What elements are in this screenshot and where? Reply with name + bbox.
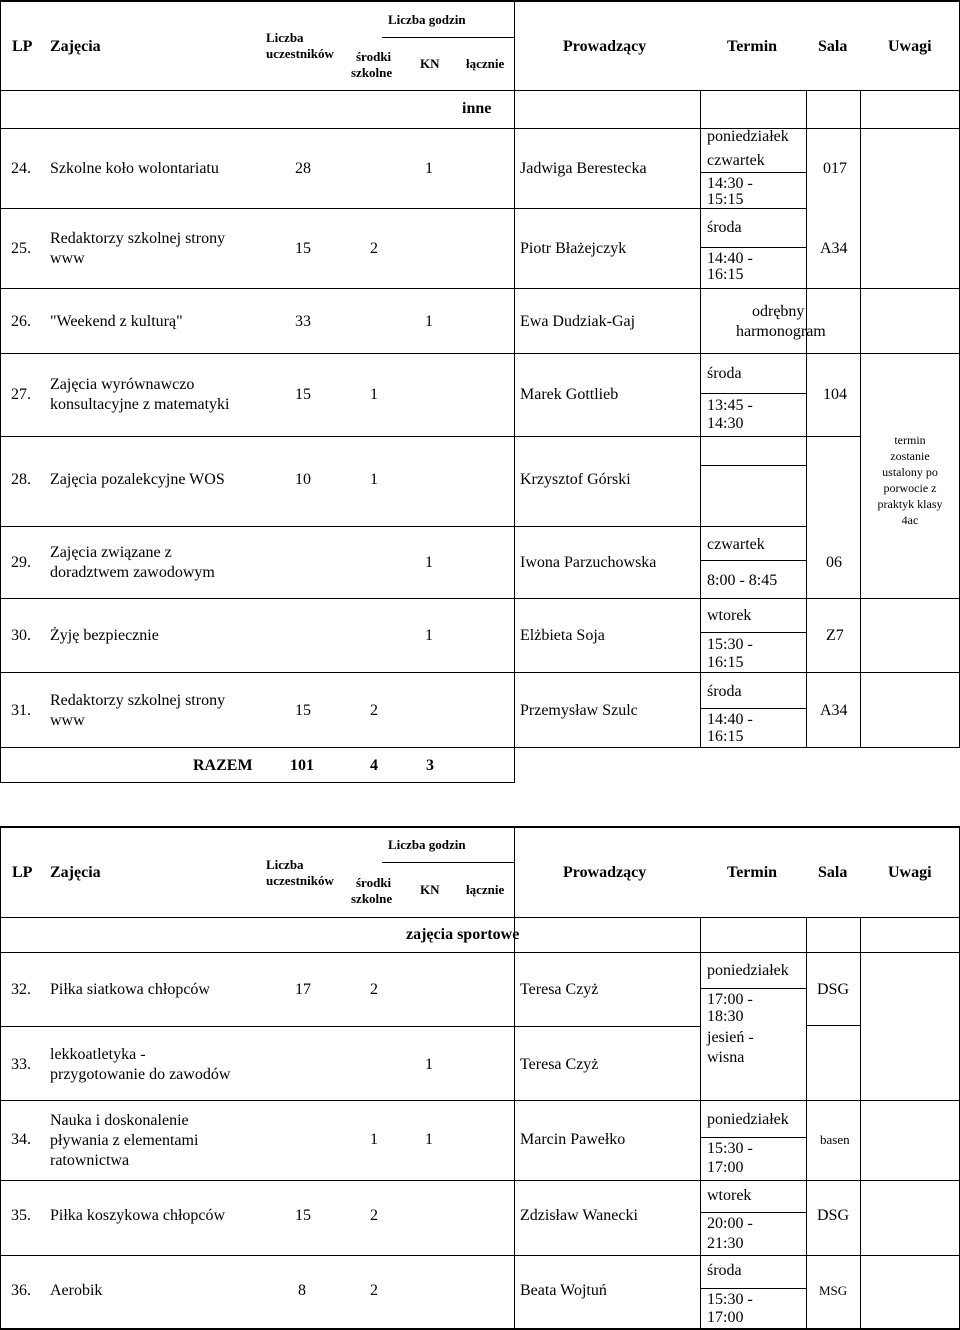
uwagi-line: zostanie bbox=[890, 449, 930, 463]
termin-czwartek: czwartek bbox=[707, 152, 765, 169]
row-35-name: Piłka koszykowa chłopców bbox=[50, 1207, 226, 1224]
header-zajecia: Zajęcia bbox=[50, 38, 101, 55]
termin-time-1b: 15:15 bbox=[707, 191, 744, 208]
row-26-kn: 1 bbox=[425, 313, 433, 330]
termin-sroda-3: środa bbox=[707, 683, 742, 700]
termin2-poniedzialek-2: poniedziałek bbox=[707, 1111, 789, 1128]
row-32-lp: 32. bbox=[11, 981, 31, 998]
termin-odrebny: odrębny bbox=[752, 303, 805, 320]
header-sala: Sala bbox=[818, 38, 848, 55]
row-31-prowadzacy: Przemysław Szulc bbox=[520, 702, 638, 719]
row-25-name: Redaktorzy szkolnej strony bbox=[50, 230, 226, 247]
sala2-dsg-2: DSG bbox=[817, 1207, 850, 1224]
termin2-sroda: środa bbox=[707, 1262, 742, 1279]
row-32-name: Piłka siatkowa chłopców bbox=[50, 981, 210, 998]
row-34-srodki: 1 bbox=[370, 1131, 378, 1148]
row-31-uczestnicy: 15 bbox=[295, 702, 311, 719]
header2-kn: KN bbox=[420, 882, 440, 897]
uwagi-line: termin bbox=[894, 433, 926, 447]
header-termin: Termin bbox=[727, 38, 778, 55]
row-27-uczestnicy: 15 bbox=[295, 386, 311, 403]
termin-time-5b: 16:15 bbox=[707, 654, 744, 671]
row-28-uczestnicy: 10 bbox=[295, 471, 311, 488]
section-title-inne: inne bbox=[462, 100, 492, 117]
uwagi-line: 4ac bbox=[901, 513, 919, 527]
razem-uczestnicy: 101 bbox=[290, 757, 314, 774]
header-uwagi: Uwagi bbox=[888, 38, 932, 55]
row-35-kn: 2 bbox=[370, 1207, 378, 1224]
row-30-lp: 30. bbox=[11, 627, 31, 644]
sala2-dsg-1: DSG bbox=[817, 981, 850, 998]
row-24-uczestnicy: 28 bbox=[295, 160, 311, 177]
termin-time-5a: 15:30 - bbox=[707, 636, 753, 653]
row-36-prowadzacy: Beata Wojtuń bbox=[520, 1282, 607, 1299]
termin-time-1a: 14:30 - bbox=[707, 175, 753, 192]
row-29-prowadzacy: Iwona Parzuchowska bbox=[520, 554, 657, 571]
row-30-prowadzacy: Elżbieta Soja bbox=[520, 627, 605, 644]
row-24-name: Szkolne koło wolontariatu bbox=[50, 160, 219, 177]
header-srodki: środki bbox=[356, 49, 392, 64]
uwagi-line: porwocie z bbox=[883, 481, 937, 495]
row-36-kn: 2 bbox=[370, 1282, 378, 1299]
row-36-name: Aerobik bbox=[50, 1282, 103, 1299]
header-lp: LP bbox=[12, 38, 33, 55]
header-prowadzacy: Prowadzący bbox=[563, 38, 647, 55]
sala-104: 104 bbox=[823, 386, 847, 403]
termin2-wtorek: wtorek bbox=[707, 1187, 752, 1204]
uwagi-note bbox=[862, 432, 958, 528]
row-32-uczestnicy: 17 bbox=[295, 981, 311, 998]
row-35-lp: 35. bbox=[11, 1207, 31, 1224]
termin-time-6b: 16:15 bbox=[707, 728, 744, 745]
row-24-lp: 24. bbox=[11, 160, 31, 177]
uwagi-line: praktyk klasy bbox=[877, 497, 943, 511]
row-31-name: Redaktorzy szkolnej strony bbox=[50, 692, 226, 709]
termin-poniedzialek: poniedziałek bbox=[707, 128, 789, 145]
termin-time-3b: 14:30 bbox=[707, 415, 744, 432]
row-27-kn: 1 bbox=[370, 386, 378, 403]
row-35-uczestnicy: 15 bbox=[295, 1207, 311, 1224]
section-title-sportowe: zajęcia sportowe bbox=[406, 926, 520, 943]
row-25-lp: 25. bbox=[11, 240, 31, 257]
header2-liczba-uczestnikow: Liczba bbox=[266, 857, 304, 872]
header2-liczba-uczestnikow-2: uczestników bbox=[266, 873, 334, 888]
sala2-msg: MSG bbox=[819, 1283, 848, 1298]
row-34-kn: 1 bbox=[425, 1131, 433, 1148]
razem-kn: 3 bbox=[426, 757, 434, 774]
row-34-name-2: pływania z elementami bbox=[50, 1132, 199, 1149]
row-36-lp: 36. bbox=[11, 1282, 31, 1299]
row-30-kn: 1 bbox=[425, 627, 433, 644]
header2-lacznie: łącznie bbox=[466, 882, 505, 897]
row-33-name: lekkoatletyka - bbox=[50, 1046, 146, 1063]
row-28-kn: 1 bbox=[370, 471, 378, 488]
row-27-prowadzacy: Marek Gottlieb bbox=[520, 386, 619, 403]
header2-prowadzacy: Prowadzący bbox=[563, 864, 647, 881]
row-30-name: Żyję bezpiecznie bbox=[50, 627, 159, 644]
row-25-kn: 2 bbox=[370, 240, 378, 257]
razem-label: RAZEM bbox=[193, 757, 253, 774]
row-31-name-2: www bbox=[50, 712, 85, 729]
row-31-kn: 2 bbox=[370, 702, 378, 719]
termin-time-2a: 14:40 - bbox=[707, 250, 753, 267]
row-32-prowadzacy: Teresa Czyż bbox=[520, 981, 599, 998]
row-28-prowadzacy: Krzysztof Górski bbox=[520, 471, 631, 488]
row-33-kn: 1 bbox=[425, 1056, 433, 1073]
header-liczba-godzin: Liczba godzin bbox=[388, 12, 466, 27]
termin2-time-1b: 18:30 bbox=[707, 1008, 744, 1025]
row-28-name: Zajęcia pozalekcyjne WOS bbox=[50, 471, 225, 488]
row-34-prowadzacy: Marcin Pawełko bbox=[520, 1131, 626, 1148]
header2-termin: Termin bbox=[727, 864, 778, 881]
termin2-time-1a: 17:00 - bbox=[707, 991, 753, 1008]
termin-sroda-1: środa bbox=[707, 219, 742, 236]
row-27-name-2: konsultacyjne z matematyki bbox=[50, 396, 230, 413]
row-29-name: Zajęcia związane z bbox=[50, 544, 172, 561]
row-35-prowadzacy: Zdzisław Wanecki bbox=[520, 1207, 638, 1224]
row-26-lp: 26. bbox=[11, 313, 31, 330]
termin2-poniedzialek-1: poniedziałek bbox=[707, 962, 789, 979]
header2-zajecia: Zajęcia bbox=[50, 864, 101, 881]
sala2-basen: basen bbox=[820, 1132, 850, 1147]
sala-017: 017 bbox=[823, 160, 847, 177]
header2-srodki: środki bbox=[356, 875, 392, 890]
row-33-lp: 33. bbox=[11, 1056, 31, 1073]
row-32-kn: 2 bbox=[370, 981, 378, 998]
termin-sroda-2: środa bbox=[707, 365, 742, 382]
sala-06: 06 bbox=[826, 554, 842, 571]
termin2-time-2b: 17:00 bbox=[707, 1159, 744, 1176]
row-28-lp: 28. bbox=[11, 471, 31, 488]
termin2-time-2a: 15:30 - bbox=[707, 1140, 753, 1157]
termin2-wisna: wisna bbox=[707, 1049, 745, 1066]
row-26-uczestnicy: 33 bbox=[295, 313, 311, 330]
row-33-name-2: przygotowanie do zawodów bbox=[50, 1066, 231, 1083]
termin-wtorek: wtorek bbox=[707, 607, 752, 624]
termin2-time-4b: 17:00 bbox=[707, 1309, 744, 1326]
header2-sala: Sala bbox=[818, 864, 848, 881]
termin2-time-3b: 21:30 bbox=[707, 1235, 744, 1252]
sala-z7: Z7 bbox=[826, 627, 844, 644]
razem-srodki: 4 bbox=[370, 757, 378, 774]
header2-uwagi: Uwagi bbox=[888, 864, 932, 881]
row-29-kn: 1 bbox=[425, 554, 433, 571]
row-29-name-2: doradztwem zawodowym bbox=[50, 564, 215, 581]
row-25-uczestnicy: 15 bbox=[295, 240, 311, 257]
row-34-lp: 34. bbox=[11, 1131, 31, 1148]
sala-a34-1: A34 bbox=[820, 240, 848, 257]
termin-time-6a: 14:40 - bbox=[707, 711, 753, 728]
header2-liczba-godzin: Liczba godzin bbox=[388, 837, 466, 852]
row-26-name: "Weekend z kulturą" bbox=[50, 313, 183, 330]
row-27-lp: 27. bbox=[11, 386, 31, 403]
termin-czwartek-2: czwartek bbox=[707, 536, 765, 553]
row-26-prowadzacy: Ewa Dudziak-Gaj bbox=[520, 313, 636, 330]
header-srodki-2: szkolne bbox=[351, 65, 393, 80]
termin2-time-4a: 15:30 - bbox=[707, 1291, 753, 1308]
termin-time-4: 8:00 - 8:45 bbox=[707, 572, 778, 589]
termin-harmonogram: harmonogram bbox=[736, 323, 826, 340]
row-27-name: Zajęcia wyrównawczo bbox=[50, 376, 195, 393]
row-24-prowadzacy: Jadwiga Berestecka bbox=[520, 160, 647, 177]
row-25-prowadzacy: Piotr Błażejczyk bbox=[520, 240, 627, 257]
termin2-time-3a: 20:00 - bbox=[707, 1215, 753, 1232]
header-liczba-uczestnikow-2: uczestników bbox=[266, 46, 334, 61]
header2-srodki-2: szkolne bbox=[351, 891, 393, 906]
row-29-lp: 29. bbox=[11, 554, 31, 571]
row-34-name-3: ratownictwa bbox=[50, 1152, 130, 1169]
header-lacznie: łącznie bbox=[466, 56, 505, 71]
row-36-uczestnicy: 8 bbox=[298, 1282, 306, 1299]
termin2-jesien: jesień - bbox=[707, 1029, 754, 1046]
row-33-prowadzacy: Teresa Czyż bbox=[520, 1056, 599, 1073]
header-liczba-uczestnikow: Liczba bbox=[266, 30, 304, 45]
termin-time-3a: 13:45 - bbox=[707, 397, 753, 414]
row-25-name-2: www bbox=[50, 250, 85, 267]
sala-a34-2: A34 bbox=[820, 702, 848, 719]
termin-time-2b: 16:15 bbox=[707, 266, 744, 283]
row-34-name: Nauka i doskonalenie bbox=[50, 1112, 189, 1129]
uwagi-line: ustalony po bbox=[882, 465, 938, 479]
row-24-kn: 1 bbox=[425, 160, 433, 177]
row-31-lp: 31. bbox=[11, 702, 31, 719]
header-kn: KN bbox=[420, 56, 440, 71]
header2-lp: LP bbox=[12, 864, 33, 881]
